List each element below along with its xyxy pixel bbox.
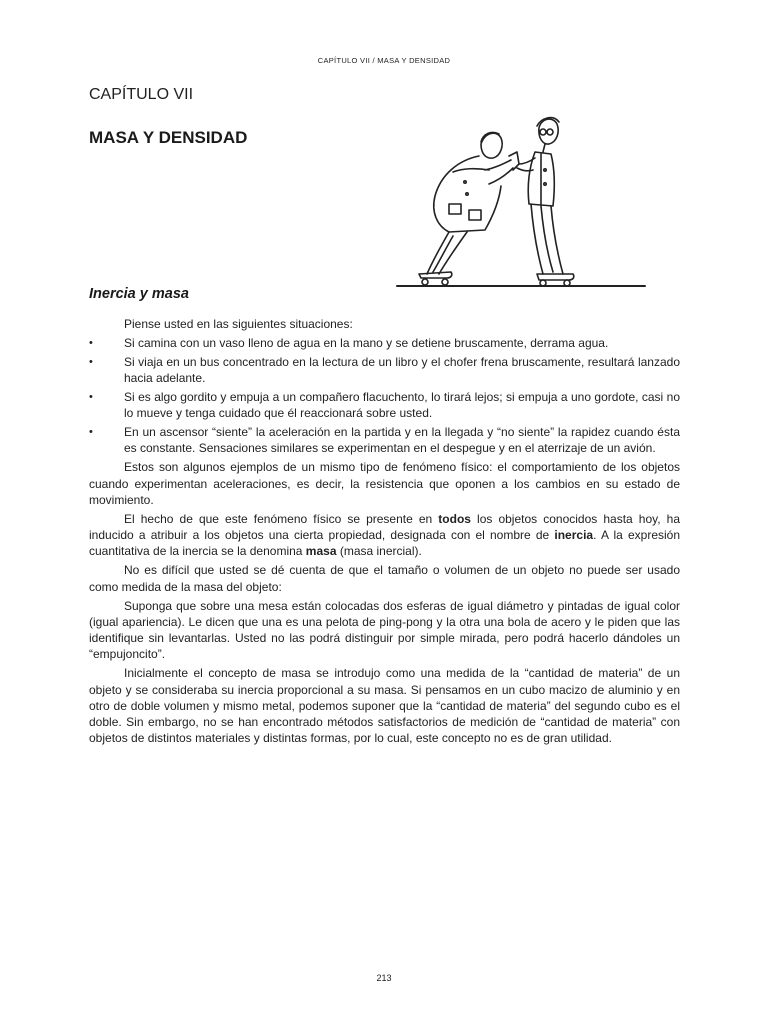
body-text: [89, 316, 680, 749]
bold-todos: todos: [438, 511, 471, 526]
page-number: 213: [376, 973, 392, 983]
bold-masa: masa: [305, 544, 337, 559]
chapter-title: MASA Y DENSIDAD: [89, 128, 248, 147]
bullet-icon: •: [89, 390, 93, 403]
list-item: • Si camina con un vaso lleno de agua en la mano y se detiene bruscamente, derrama agua.: [89, 335, 609, 350]
bold-inercia: inercia: [554, 528, 594, 543]
paragraph-volume: No es difícil que usted se dé cuenta de que el tamaño o volumen de un objeto no puede ser usado como medida de la masa del objeto:: [89, 563, 680, 594]
paragraph-spheres: Suponga que sobre una mesa están colocadas dos esferas de igual diámetro y pintadas de igual color (igual apariencia). Le dicen que una es una pelota de ping-pong y la otra una bola de acero y le piden que las identifique sin levantarlas. Usted no las podrá distinguir por simple mirada, pero podrá hacerlo dándoles un “empujoncito”.: [89, 598, 680, 662]
bullet-icon: •: [89, 336, 93, 349]
bullet-icon: •: [89, 355, 93, 368]
bullet-icon: •: [89, 426, 93, 439]
skaters-pushing-illustration: [393, 112, 651, 290]
paragraph-quantity-of-matter: Inicialmente el concepto de masa se introdujo como una medida de la “cantidad de materia” de un objeto y se consideraba su inercia proporcional a su masa. Si pensamos en un cubo macizo de aluminio y en otro de doble volumen y mismo metal, podemos suponer que la “cantidad de materia” del segundo cubo es el doble. Sin embargo, no se han encontrado métodos satisfactorios de medición de “cantidad de materia” con objetos de distintos materiales y distintas formas, por lo cual, este concepto no es de gran utilidad.: [89, 666, 680, 746]
paragraph-inertia-definition: El hecho de que este fenómeno físico se presente en todos los objetos conocidos hasta hoy, ha inducido a atribuir a los objetos una cierta propiedad, designada con el nombre de inercia. A la expresión cuantitativa de la inercia se la denomina masa (masa inercial).: [89, 511, 681, 559]
chapter-label: CAPÍTULO VII: [89, 86, 194, 103]
list-item: • Si viaja en un bus concentrado en la lectura de un libro y el chofer frena bruscamente, resultará lanzado hacia adelante.: [89, 354, 680, 386]
intro-paragraph: Piense usted en las siguientes situaciones:: [124, 317, 353, 331]
list-item: • En un ascensor “siente” la aceleración en la partida y en la llegada y “no siente” la rapidez cuando ésta es constante. Sensaciones similares se experimentan en el despegue y en el aterrizaje de un avión.: [89, 425, 680, 456]
list-item: • Si es algo gordito y empuja a un compañero flacuchento, lo tirará lejos; si empuja a uno gordote, casi no lo mueve y tenga cuidado que él reaccionará sobre usted.: [89, 389, 680, 421]
section-title: Inercia y masa: [89, 286, 189, 302]
running-header: CAPÍTULO VII / MASA Y DENSIDAD: [317, 56, 451, 65]
paragraph-examples: Estos son algunos ejemplos de un mismo tipo de fenómeno físico: el comportamiento de los objetos cuando experimentan aceleraciones, es decir, la resistencia que oponen a los cambios en su estado de movimiento.: [89, 460, 680, 507]
situations-list: [89, 335, 680, 457]
